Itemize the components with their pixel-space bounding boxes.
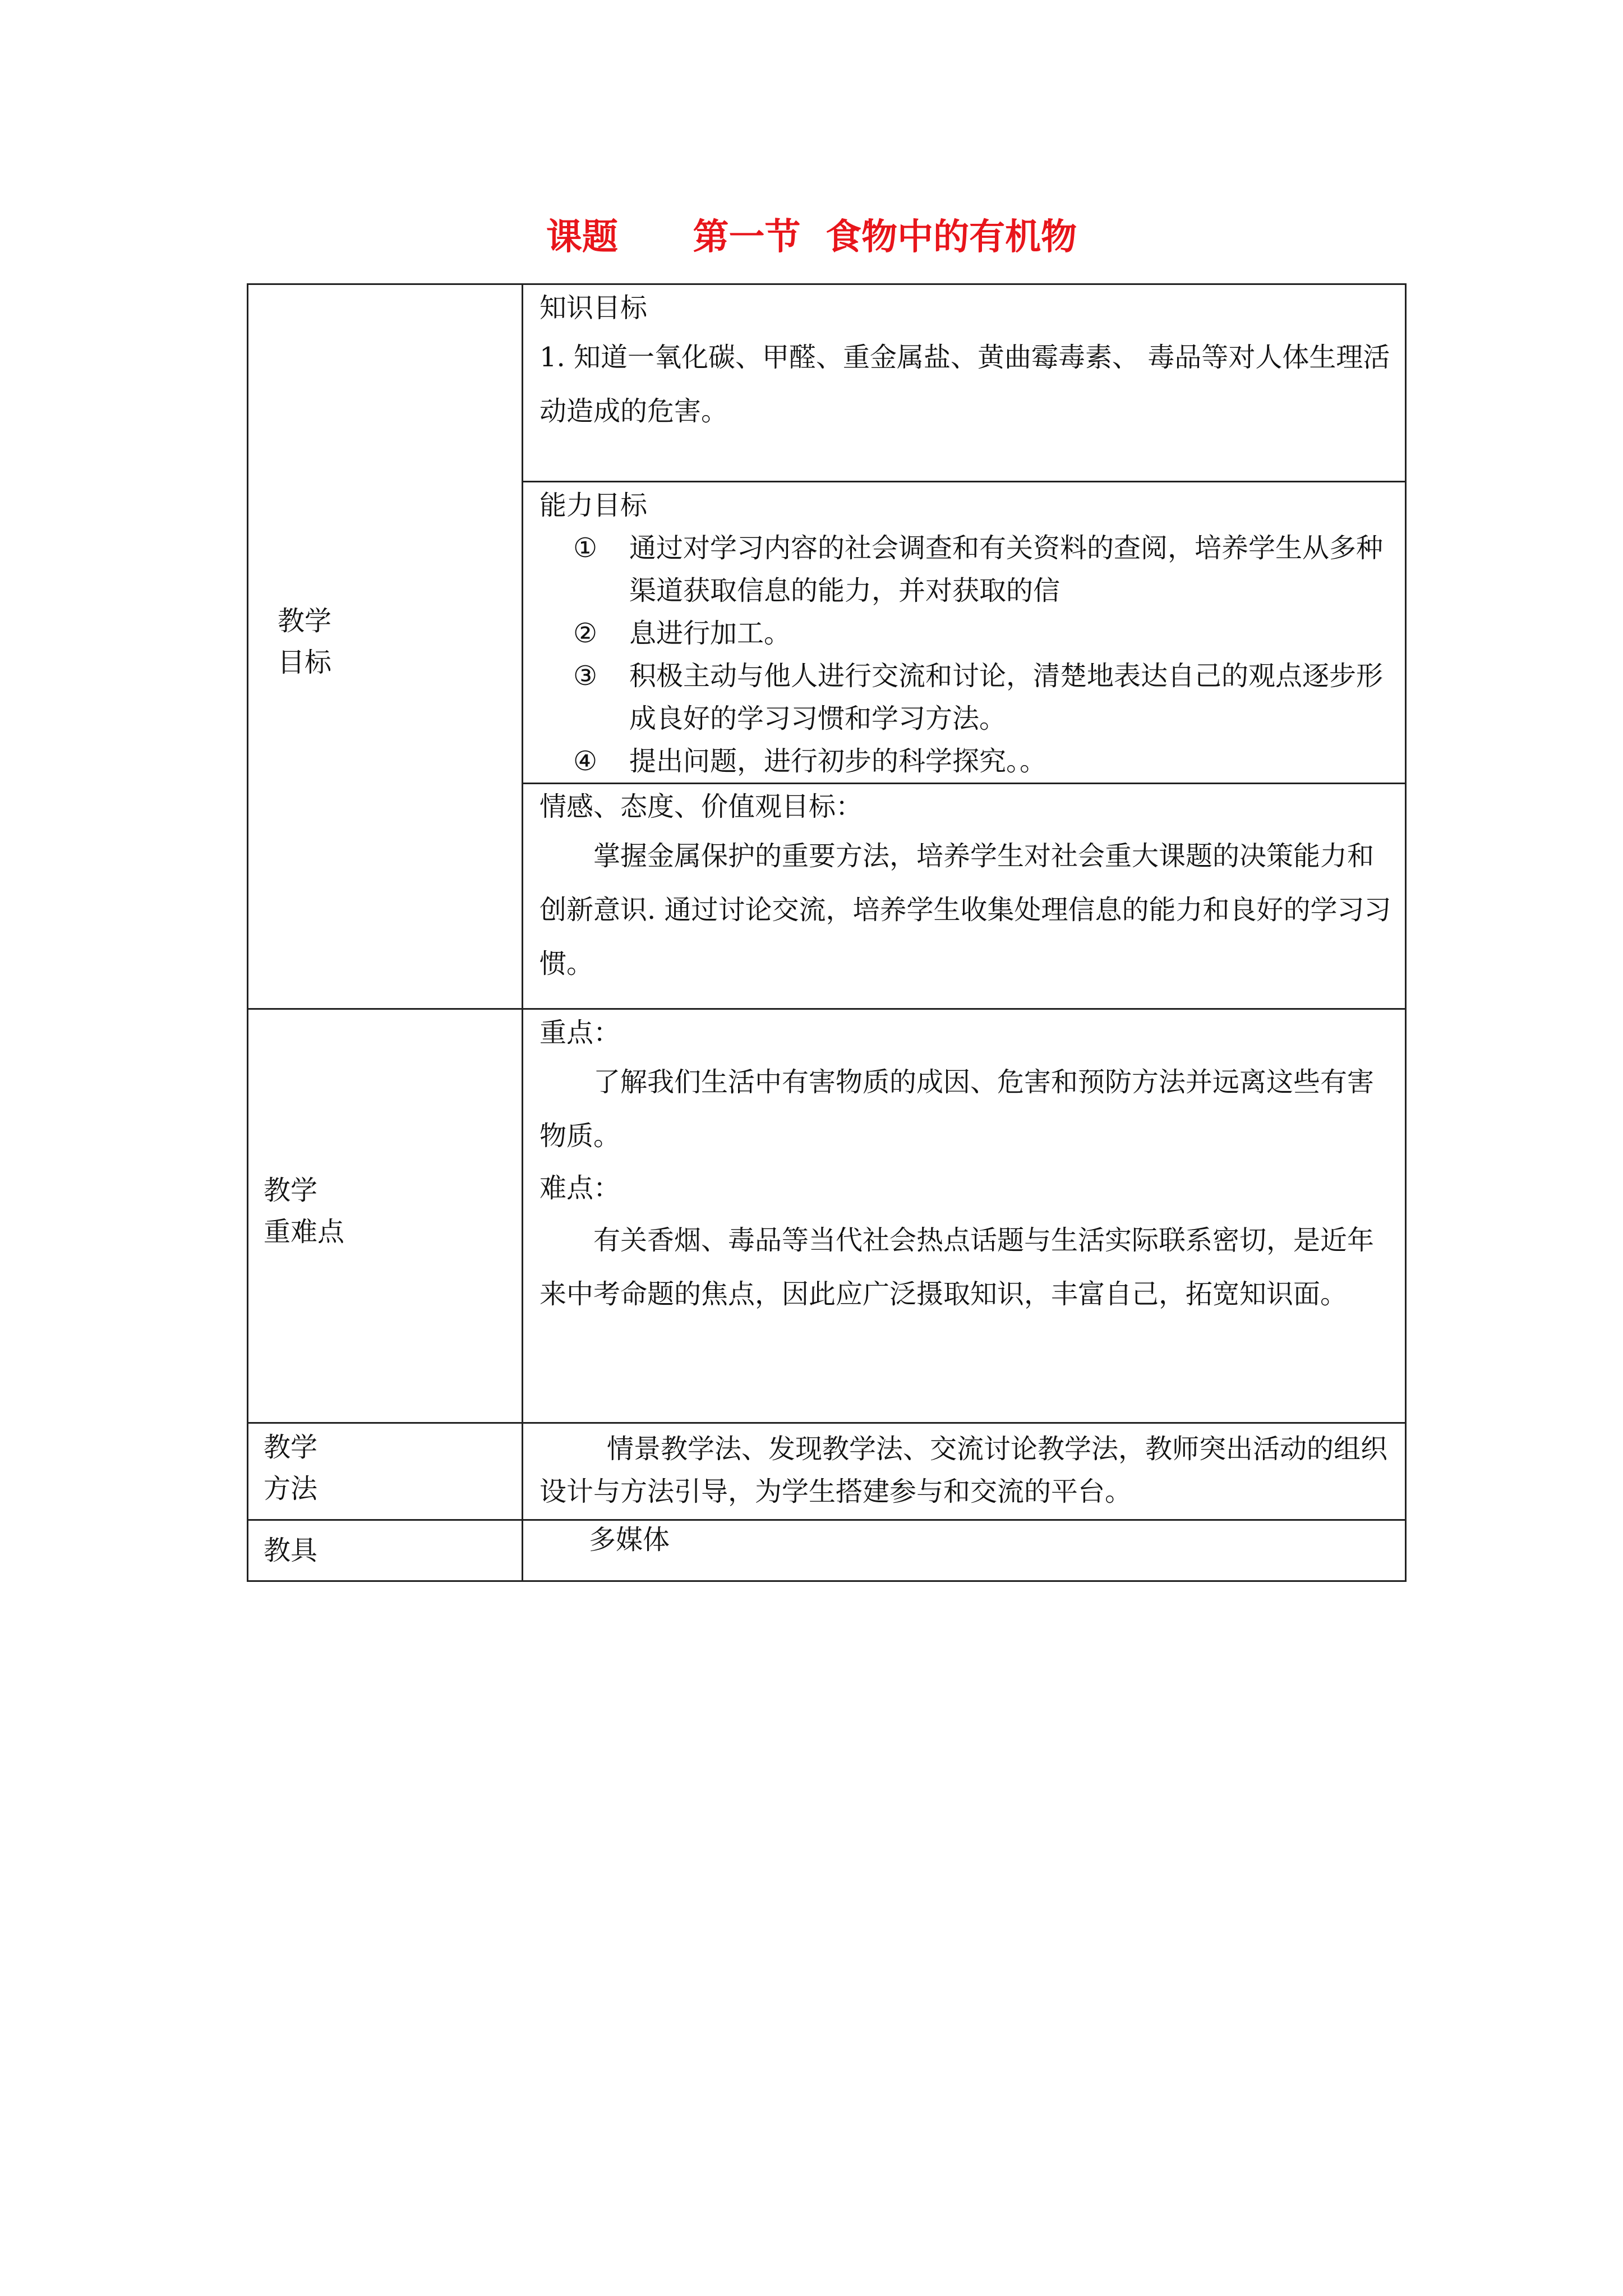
knowledge-goals-cell xyxy=(540,286,1395,438)
ability-item-text: 提出问题，进行初步的科学探究。。 xyxy=(629,746,1047,777)
ability-item-text: 积极主动与他人进行交流和讨论，清楚地表达自己的观点逐步形成良好的学习习惯和学习方法。 xyxy=(629,660,1384,734)
emotion-text: 掌握金属保护的重要方法，培养学生对社会重大课题的决策能力和创新意识. 通过讨论交流，培养学生收集处理信息的能力和良好的学习习惯。 xyxy=(540,840,1391,979)
tools-cell: 多媒体 xyxy=(589,1524,670,1556)
difficulty-heading: 难点： xyxy=(540,1172,621,1204)
ability-item xyxy=(540,612,1395,655)
ability-item-number: ③ xyxy=(573,660,598,692)
ability-goals-cell xyxy=(540,484,1395,783)
methods-cell xyxy=(540,1428,1395,1513)
focus-text: 了解我们生活中有害物质的成因、危害和预防方法并远离这些有害物质。 xyxy=(540,1066,1375,1152)
table-border-left xyxy=(247,283,248,1582)
row-divider xyxy=(523,481,1405,482)
ability-item xyxy=(540,740,1395,783)
ability-item xyxy=(540,527,1395,612)
methods-label xyxy=(264,1427,317,1510)
methods-label-line1: 教学 xyxy=(264,1432,318,1463)
ability-item-text: 息进行加工。 xyxy=(629,618,791,649)
goals-label xyxy=(278,600,331,683)
page-title: 课题 第一节 食物中的有机物 xyxy=(546,217,1077,258)
tools-label: 教具 xyxy=(264,1535,318,1566)
goals-label-line2: 目标 xyxy=(278,647,332,678)
knowledge-heading: 知识目标 xyxy=(540,292,648,324)
table-border-bottom xyxy=(247,1580,1407,1582)
row-divider xyxy=(247,1422,1407,1424)
key-points-label-line1: 教学 xyxy=(264,1175,318,1206)
lesson-plan-table xyxy=(247,283,1407,1582)
difficulty-text: 有关香烟、毒品等当代社会热点话题与生活实际联系密切，是近年来中考命题的焦点，因此应广泛摄取知识，丰富自己，拓宽知识面。 xyxy=(540,1225,1375,1310)
ability-item xyxy=(540,655,1395,740)
column-divider xyxy=(522,283,523,1582)
row-divider xyxy=(247,1519,1407,1521)
ability-item-number: ② xyxy=(573,618,598,649)
ability-item-number: ④ xyxy=(573,746,598,777)
methods-label-line2: 方法 xyxy=(264,1473,318,1504)
focus-heading: 重点： xyxy=(540,1017,621,1048)
key-points-label xyxy=(264,1170,344,1253)
goals-label-line1: 教学 xyxy=(278,605,332,637)
ability-item-number: ① xyxy=(573,532,598,564)
table-border-top xyxy=(247,283,1407,285)
key-points-cell xyxy=(540,1010,1395,1321)
row-divider xyxy=(247,1008,1407,1010)
ability-heading: 能力目标 xyxy=(540,490,648,521)
key-points-label-line2: 重难点 xyxy=(264,1216,345,1248)
emotion-goals-cell xyxy=(540,784,1395,991)
ability-item-text: 通过对学习内容的社会调查和有关资料的查阅，培养学生从多种渠道获取信息的能力，并对获取的信 xyxy=(629,532,1384,606)
knowledge-text: 1. 知道一氧化碳、甲醛、重金属盐、黄曲霉毒素、 毒品等对人体生理活动造成的危害。 xyxy=(540,342,1390,427)
emotion-heading: 情感、态度、价值观目标： xyxy=(540,791,863,822)
methods-text: 情景教学法、发现教学法、交流讨论教学法，教师突出活动的组织设计与方法引导，为学生搭建参与和交流的平台。 xyxy=(540,1433,1388,1507)
table-border-right xyxy=(1405,283,1407,1582)
